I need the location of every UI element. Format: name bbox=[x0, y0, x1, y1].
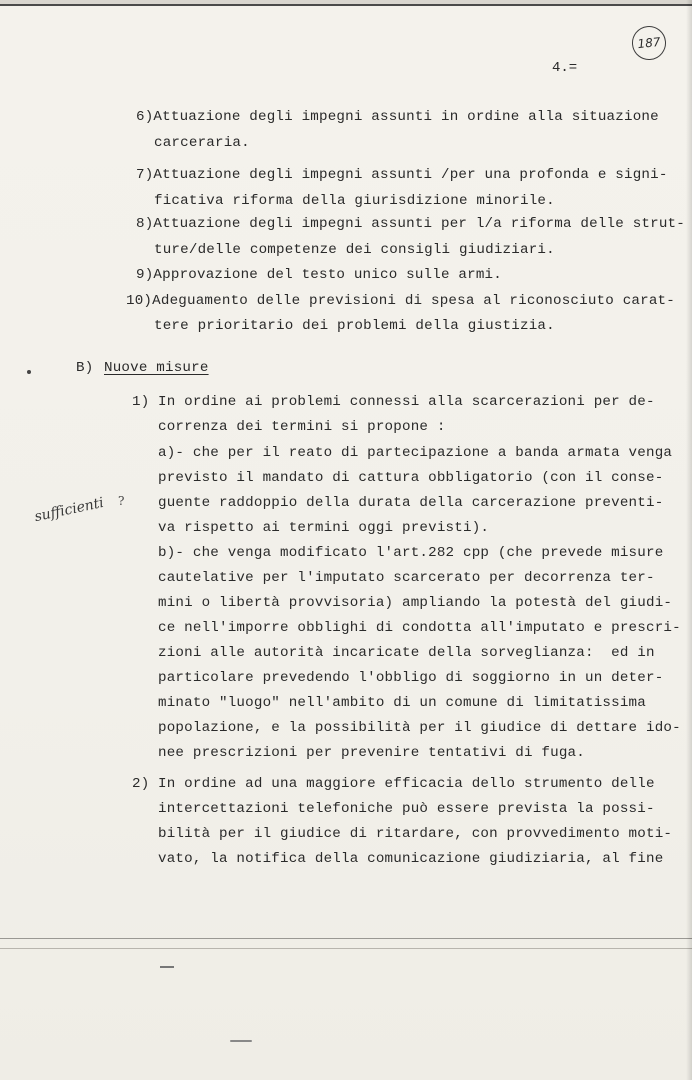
section-b-label: B) bbox=[76, 360, 94, 376]
item-1b-line-3: mini o libertà provvisoria) ampliando la potestà del giudi- bbox=[158, 595, 673, 611]
item-1a-line-2: previsto il mandato di cattura obbligatorio (con il conse- bbox=[158, 470, 664, 486]
item-1b-line-6: particolare prevedendo l'obbligo di soggiorno in un deter- bbox=[158, 670, 664, 686]
item-6-line-1: 6)Attuazione degli impegni assunti in ordine alla situazione bbox=[136, 109, 659, 125]
item-1b-line-8: popolazione, e la possibilità per il giudice di dettare ido- bbox=[158, 720, 681, 736]
top-border-line bbox=[0, 4, 692, 6]
item-8-line-2: ture/delle competenze dei consigli giudiziari. bbox=[154, 242, 555, 258]
item-2-line-1: In ordine ad una maggiore efficacia dello strumento delle bbox=[158, 776, 655, 792]
item-1a-line-3: guente raddoppio della durata della carcerazione preventi- bbox=[158, 495, 664, 511]
item-1-line-2: correnza dei termini si propone : bbox=[158, 419, 446, 435]
item-2-number: 2) bbox=[132, 776, 150, 792]
item-1b-line-5: zioni alle autorità incaricate della sorveglianza: ed in bbox=[158, 645, 655, 661]
stamp-number: 187 bbox=[636, 34, 662, 52]
item-6-line-2: carceraria. bbox=[154, 135, 250, 151]
page-stamp bbox=[630, 24, 667, 61]
item-1b-line-9: nee prescrizioni per prevenire tentativi di fuga. bbox=[158, 745, 585, 761]
section-b-heading: Nuove misure bbox=[104, 360, 209, 376]
page-edge-shadow bbox=[686, 0, 692, 1080]
item-1a-line-1: a)- che per il reato di partecipazione a banda armata venga bbox=[158, 445, 673, 461]
item-8-line-1: 8)Attuazione degli impegni assunti per l/a riforma delle strut- bbox=[136, 216, 685, 232]
item-1a-line-4: va rispetto ai termini oggi previsti). bbox=[158, 520, 490, 536]
item-1b-line-7: minato "luogo" nell'ambito di un comune di limitatissima bbox=[158, 695, 646, 711]
item-1b-line-1: b)- che venga modificato l'art.282 cpp (che prevede misure bbox=[158, 545, 664, 561]
margin-dot bbox=[27, 370, 31, 374]
item-10-line-1: 10)Adeguamento delle previsioni di spesa al riconosciuto carat- bbox=[126, 293, 675, 309]
item-7-line-2: ficativa riforma della giurisdizione minorile. bbox=[154, 193, 555, 209]
footer-rule-2 bbox=[0, 948, 692, 949]
item-1-line-1: In ordine ai problemi connessi alla scarcerazioni per de- bbox=[158, 394, 655, 410]
item-1b-line-4: ce nell'imporre obblighi di condotta all'imputato e prescri- bbox=[158, 620, 681, 636]
handwritten-margin-note: sufficienti bbox=[33, 494, 106, 526]
item-1b-line-2: cautelative per l'imputato scarcerato per decorrenza ter- bbox=[158, 570, 655, 586]
item-2-line-4: vato, la notifica della comunicazione giudiziaria, al fine bbox=[158, 851, 664, 867]
margin-question-mark: ? bbox=[118, 494, 125, 508]
item-1-number: 1) bbox=[132, 394, 150, 410]
scan-mark-2 bbox=[230, 1040, 252, 1042]
page-number: 4.= bbox=[552, 60, 578, 76]
footer-rule bbox=[0, 938, 692, 939]
scan-mark bbox=[160, 966, 174, 968]
item-9-line-1: 9)Approvazione del testo unico sulle armi. bbox=[136, 267, 502, 283]
item-2-line-2: intercettazioni telefoniche può essere prevista la possi- bbox=[158, 801, 655, 817]
item-10-line-2: tere prioritario dei problemi della giustizia. bbox=[154, 318, 555, 334]
item-7-line-1: 7)Attuazione degli impegni assunti /per una profonda e signi- bbox=[136, 167, 668, 183]
item-2-line-3: bilità per il giudice di ritardare, con provvedimento moti- bbox=[158, 826, 673, 842]
